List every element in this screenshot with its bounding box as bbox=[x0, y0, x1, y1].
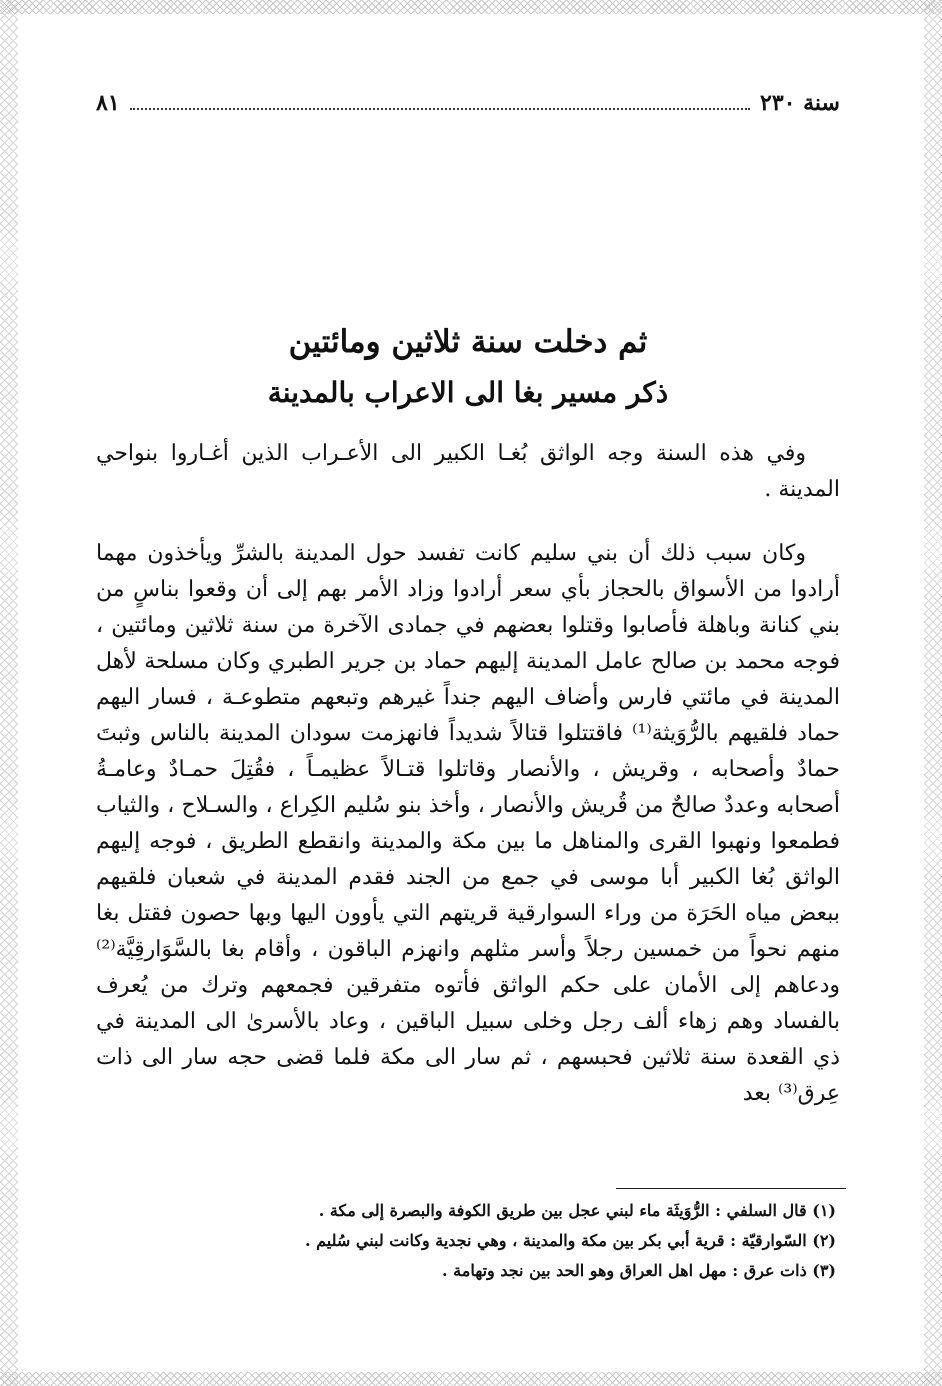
chapter-title: ثم دخلت سنة ثلاثين ومائتين bbox=[288, 324, 648, 360]
running-title: سنة ٢٣٠ bbox=[760, 90, 840, 116]
footnote-1: (١) قال السلفي : الرُّوَيثَة ماء لبني عجل بين طريق الكوفة والبصرة إلى مكة . bbox=[318, 1201, 836, 1220]
decorative-border-right bbox=[924, 0, 942, 1386]
decorative-border-left bbox=[0, 0, 18, 1386]
body-text bbox=[96, 436, 840, 1112]
paragraph-intro: وفي هذه السنة وجه الواثق بُغـا الكبير الى الأعـراب الذين أغـاروا بنواحي المدينة . bbox=[96, 441, 840, 502]
paragraph-main: وكان سبب ذلك أن بني سليم كانت تفسد حول المدينة بالشرِّ ويأخذون مهما أرادوا من الأسواق بالحجاز بأي سعر أرادوا وزاد الأمر بهم إلى أن وقعوا بناسٍ من بني كنانة وباهلة فأصابوا وقتلوا بعضهم في جمادى الآخرة من سنة ثلاثين ومائتين ، فوجه محمد بن صالح عامل المدينة إليهم حماد بن جرير الطبري وكان مسلحة لأهل المدينة في مائتي فارس وأضاف اليهم جنداً غيرهم وتبعهم متطوعـة ، فسار اليهم حماد فلقيهم بالرُّوَيثة⁽¹⁾ فاقتتلوا قتالاً شديداً فانهزمت سودان المدينة بالناس وثبتَ حمادٌ وأصحابه ، وقريش ، والأنصار وقاتلوا قتـالاً عظيمـاً ، فقُتِلَ حمـادٌ وعامـةُ أصحابه وعددٌ صالحٌ من قُريش والأنصار ، وأخذ بنو سُليم الكِراع ، والسـلاح ، والثياب فطمعوا ونهبوا القرى والمناهل ما بين مكة والمدينة وانقطع الطريق ، فوجه إليهم الواثق بُغا الكبير أبا موسى في جمع من الجند فقدم المدينة في شعبان فلقيهم ببعض مياه الحَرَة من وراء السوارقية قريتهم التي يأوون اليها وبها حصون فقتل بغا منهم نحواً من خمسين رجلاً وأسر مثلهم وانهزم الباقون ، وأقام بغا بالسَّوَارقِيَّة⁽²⁾ ودعاهم إلى الأمان على حكم الواثق فأتوه متفرقين فجمعهم وترك من يُعرف بالفساد وهم زهاء ألف رجل وخلى سبيل الباقين ، وعاد بالأسرىٰ الى المدينة في ذي القعدة سنة ثلاثين فحبسهم ، ثم سار الى مكة فلما قضى حجه سار الى ذات عِرق⁽³⁾ بعد bbox=[96, 541, 840, 1106]
footnotes bbox=[96, 1196, 836, 1286]
page-number: ٨١ bbox=[96, 90, 120, 116]
header-dotted-leader bbox=[130, 108, 750, 110]
decorative-border-bottom bbox=[0, 1372, 942, 1386]
footnote-3: (٣) ذات عرق : مهل اهل العراق وهو الحد بين نجد وتهامة . bbox=[442, 1261, 836, 1280]
section-title: ذكر مسير بغا الى الاعراب بالمدينة bbox=[267, 376, 669, 409]
decorative-border-top bbox=[0, 0, 942, 14]
footnote-2: (٢) السّوارقيّة : قرية أبي بكر بين مكة والمدينة ، وهي نجدية وكانت لبني سُليم . bbox=[304, 1231, 836, 1250]
footnote-divider bbox=[616, 1188, 846, 1189]
page-header bbox=[96, 86, 840, 120]
chapter-title-block bbox=[96, 320, 840, 414]
